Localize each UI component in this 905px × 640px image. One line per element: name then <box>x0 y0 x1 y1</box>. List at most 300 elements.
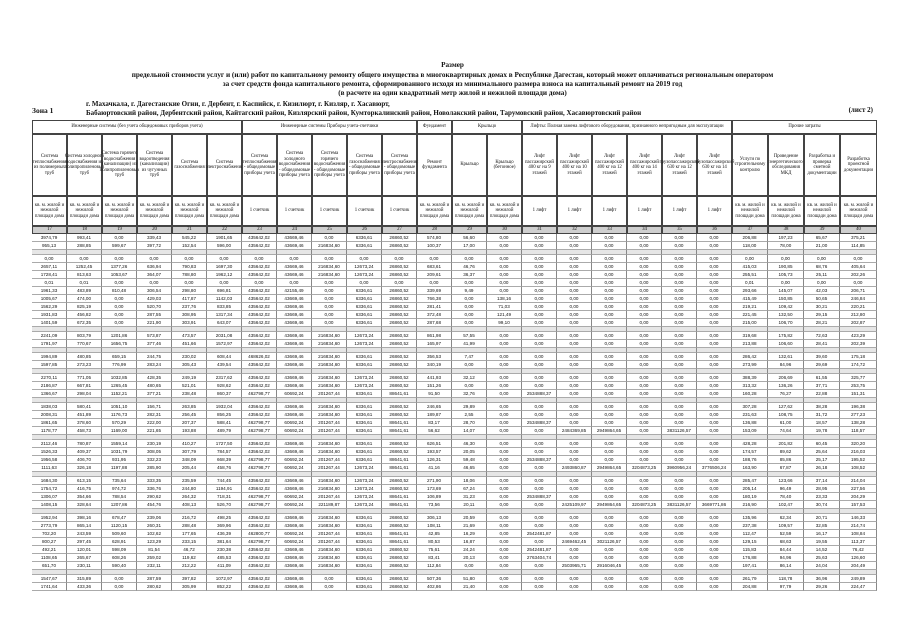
table-cell: 0,00 <box>592 403 627 411</box>
table-cell: 1956,58 <box>32 456 67 464</box>
unit-header: кв. м. жилой и нежилой площади дома <box>172 196 207 226</box>
table-cell: 0,00 <box>487 263 522 271</box>
table-cell: 0,00 <box>697 514 732 522</box>
table-cell: 42,03 <box>804 287 840 295</box>
table-cell: 0,00 <box>557 575 592 583</box>
table-cell: 283,24 <box>137 361 172 369</box>
table-cell: 3204873,25 <box>627 464 662 472</box>
table-cell: 0,00 <box>627 514 662 522</box>
table-cell: 0,00 <box>452 319 487 327</box>
table-cell: 0,00 <box>592 477 627 485</box>
table-cell: 0,00 <box>697 374 732 382</box>
table-cell: 454,76 <box>137 501 172 509</box>
table-cell: 244,75 <box>137 353 172 361</box>
table-cell: 43669,46 <box>277 546 312 554</box>
table-cell: 237,76 <box>172 303 207 311</box>
table-cell: 0,00 <box>662 353 697 361</box>
table-cell: 123,29 <box>137 538 172 546</box>
table-cell: 0,00 <box>627 353 662 361</box>
table-cell: 216834,60 <box>312 374 347 382</box>
table-cell: 0,00 <box>592 419 627 427</box>
table-cell: 43669,46 <box>277 295 312 303</box>
table-cell: 75,61 <box>417 546 452 554</box>
table-cell: 26860,52 <box>382 546 417 554</box>
table-cell: 0,00 <box>627 390 662 398</box>
table-cell: 43669,46 <box>277 303 312 311</box>
table-cell: 2112,46 <box>32 440 67 448</box>
table-cell: 0,00 <box>487 427 522 435</box>
table-cell: 0,00 <box>697 477 732 485</box>
table-cell: 313,32 <box>732 382 768 390</box>
table-cell: 50,65 <box>804 295 840 303</box>
table-cell: 293,66 <box>732 287 768 295</box>
table-cell: 216834,60 <box>312 514 347 522</box>
table-cell: 180,19 <box>732 493 768 501</box>
table-cell: 201267,44 <box>312 427 347 435</box>
table-cell: 204,49 <box>840 562 877 570</box>
table-cell: 0,00 <box>592 485 627 493</box>
table-cell: 206,71 <box>840 287 877 295</box>
table-cell: 0,00 <box>312 311 347 319</box>
table-cell: 436,39 <box>207 530 242 538</box>
table-cell: 26860,52 <box>382 287 417 295</box>
table-cell: 216834,60 <box>312 554 347 562</box>
table-cell: 0,00 <box>592 319 627 327</box>
table-cell: 2317,62 <box>207 374 242 382</box>
table-cell: 856,25 <box>207 411 242 419</box>
table-cell: 0,00 <box>662 562 697 570</box>
table-cell: 0,00 <box>627 440 662 448</box>
table-cell: 377,21 <box>137 390 172 398</box>
table-cell: 0,00 <box>840 279 877 287</box>
table-cell: 435642,02 <box>242 311 277 319</box>
table-cell: 435642,02 <box>242 332 277 340</box>
table-cell: 0,00 <box>662 530 697 538</box>
table-cell: 26860,52 <box>382 403 417 411</box>
table-cell: 6336,61 <box>347 411 382 419</box>
unit-header: кв. м. жилой и нежилой площади дома <box>732 196 768 226</box>
table-cell: 216834,60 <box>312 448 347 456</box>
table-cell: 0,00 <box>522 271 557 279</box>
table-cell: 219,21 <box>732 303 768 311</box>
table-cell: 91,50 <box>417 390 452 398</box>
table-cell: 83,41 <box>417 554 452 562</box>
table-cell: 0,00 <box>522 403 557 411</box>
table-cell: 0,00 <box>242 255 277 263</box>
table-cell: 216834,60 <box>312 485 347 493</box>
table-cell: 43669,46 <box>277 554 312 562</box>
table-cell: 574,80 <box>417 234 452 242</box>
table-cell: 43669,46 <box>277 374 312 382</box>
table-cell: 26860,52 <box>382 271 417 279</box>
table-cell: 26860,52 <box>382 340 417 348</box>
table-cell: 771,05 <box>67 374 102 382</box>
table-cell: 109,42 <box>768 303 804 311</box>
table-cell: 0,00 <box>487 340 522 348</box>
table-cell: 462798,77 <box>242 501 277 509</box>
table-cell: 81,54 <box>137 546 172 554</box>
table-cell: 214,74 <box>840 522 877 530</box>
table-cell: 106,89 <box>417 493 452 501</box>
table-cell: 0,00 <box>592 279 627 287</box>
table-cell: 0,00 <box>522 522 557 530</box>
table-row <box>32 546 877 554</box>
table-row <box>32 295 877 303</box>
table-cell: 97,79 <box>768 583 804 591</box>
table-cell: 36,37 <box>452 271 487 279</box>
table-cell: 202,26 <box>840 271 877 279</box>
table-cell: 0,00 <box>522 303 557 311</box>
table-cell: 462798,77 <box>242 493 277 501</box>
table-row <box>32 464 877 472</box>
table-cell: 0,00 <box>557 295 592 303</box>
table-cell: 38,28 <box>804 403 840 411</box>
table-cell: 0,00 <box>487 485 522 493</box>
table-cell: 3776506,24 <box>697 464 732 472</box>
table-cell: 20,05 <box>452 448 487 456</box>
table-cell: 0,00 <box>592 390 627 398</box>
table-cell: 202,39 <box>840 340 877 348</box>
table-cell: 46,72 <box>172 546 207 554</box>
table-cell: 6336,61 <box>347 303 382 311</box>
doc-subtitle-1: предельной стоимости услуг и (или) работ по капитальному ремонту общего имущества в многоквартирных домах в Республике Дагестан, который может оплачиваться региональным оператором <box>131 71 774 79</box>
table-cell: 118,00 <box>732 242 768 250</box>
table-cell: 462798,77 <box>242 456 277 464</box>
table-cell: 46,30 <box>452 440 487 448</box>
table-cell: 205,14 <box>732 485 768 493</box>
table-cell: 0,00 <box>627 295 662 303</box>
table-cell: 0,00 <box>557 485 592 493</box>
column-number: 28 <box>417 226 452 234</box>
cities-line-2: Бабаюртовский район, Дербентский район, Кайтагский район, Кизлярский район, Кумторкалинский район, Новолакский район, Тарумовский район, Хасавюртовский район <box>86 108 642 117</box>
column-header: Система электроснабжения - общедомовые приборы учета <box>382 134 417 196</box>
table-cell: 340,19 <box>417 361 452 369</box>
table-cell: 0,00 <box>627 279 662 287</box>
table-cell: 113,37 <box>840 538 877 546</box>
table-cell: 0,00 <box>592 255 627 263</box>
unit-header: 1 счетчик <box>382 196 417 226</box>
table-cell: 26860,52 <box>382 361 417 369</box>
table-cell: 80,53 <box>417 538 452 546</box>
table-cell: 0,00 <box>627 340 662 348</box>
table-cell: 20,59 <box>452 514 487 522</box>
table-cell: 1684,30 <box>32 477 67 485</box>
table-cell: 201267,44 <box>312 493 347 501</box>
table-cell: 0,00 <box>557 530 592 538</box>
table-cell: 22,88 <box>804 390 840 398</box>
table-cell: 160,28 <box>732 390 768 398</box>
table-cell: 152,54 <box>172 242 207 250</box>
column-number: 39 <box>804 226 840 234</box>
table-cell: 224,47 <box>840 583 877 591</box>
table-cell: 26860,52 <box>382 242 417 250</box>
table-cell: 12673,24 <box>347 340 382 348</box>
column-header: Проведение энергетического обследования МКД <box>768 134 804 196</box>
table-cell: 0,00 <box>522 514 557 522</box>
table-cell: 435642,02 <box>242 295 277 303</box>
table-cell: 126,60 <box>840 554 877 562</box>
table-cell: 1178,77 <box>32 427 67 435</box>
table-row <box>32 263 877 271</box>
table-cell: 0,00 <box>662 271 697 279</box>
table-cell: 287,68 <box>417 319 452 327</box>
table-cell: 0,00 <box>522 255 557 263</box>
table-cell: 126,31 <box>417 456 452 464</box>
table-cell: 43669,46 <box>277 311 312 319</box>
table-cell: 201267,44 <box>312 538 347 546</box>
table-cell: 0,00 <box>697 448 732 456</box>
table-cell: 277,23 <box>840 411 877 419</box>
table-cell: 118,78 <box>768 575 804 583</box>
table-cell: 1901,65 <box>207 234 242 242</box>
table-cell: 0,00 <box>627 554 662 562</box>
unit-header: 1 лифт <box>662 196 697 226</box>
table-cell: 197,23 <box>768 234 804 242</box>
table-cell: 0,00 <box>627 361 662 369</box>
table-cell: 14,52 <box>804 546 840 554</box>
table-cell: 3831126,57 <box>662 501 697 509</box>
table-cell: 0,00 <box>592 374 627 382</box>
column-header: Лифт пассажирский 400 кг на 10 этажей <box>557 134 592 196</box>
doc-subtitle-2: за счет средств фонда капитального ремонта, сформированного исходя из минимального размера взноса на капитальный ремонт на 2019 год <box>222 80 683 88</box>
table-cell: 2949864,65 <box>592 464 627 472</box>
table-cell: 325,77 <box>840 374 877 382</box>
table-cell: 628,91 <box>102 538 137 546</box>
table-cell: 0,00 <box>697 353 732 361</box>
table-cell: 39,60 <box>804 353 840 361</box>
table-cell: 108,11 <box>417 522 452 530</box>
table-cell: 0,00 <box>172 255 207 263</box>
table-cell: 136,88 <box>732 419 768 427</box>
table-cell: 177,65 <box>172 530 207 538</box>
table-unit-header <box>32 196 877 226</box>
table-cell: 651,70 <box>32 562 67 570</box>
table-cell: 813,63 <box>67 271 102 279</box>
table-cell: 0,00 <box>697 546 732 554</box>
table-cell: 271,90 <box>417 477 452 485</box>
table-cell: 1597,85 <box>32 361 67 369</box>
table-row <box>32 361 877 369</box>
table-cell: 435642,02 <box>242 263 277 271</box>
table-cell: 109,57 <box>768 522 804 530</box>
table-cell: 0,00 <box>487 448 522 456</box>
table-cell: 788,54 <box>102 493 137 501</box>
table-cell: 12673,24 <box>347 493 382 501</box>
table-cell: 0,00 <box>627 562 662 570</box>
table-cell: 214,04 <box>840 477 877 485</box>
column-header: Разработка и проверка сметной документации <box>804 134 840 196</box>
table-cell: 2425109,97 <box>557 501 592 509</box>
table-cell: 308,05 <box>137 448 172 456</box>
table-cell: 89,62 <box>768 448 804 456</box>
table-cell: 1728,41 <box>32 271 67 279</box>
table-cell: 43669,46 <box>277 353 312 361</box>
table-cell: 0,00 <box>557 554 592 562</box>
table-cell: 30,21 <box>804 303 840 311</box>
table-cell: 659,15 <box>102 353 137 361</box>
column-header: Система электроснабжения <box>207 134 242 196</box>
table-cell: 94,96 <box>768 554 804 562</box>
table-cell: 233,15 <box>172 538 207 546</box>
table-cell: 0,00 <box>627 583 662 591</box>
table-cell: 2,55 <box>452 411 487 419</box>
table-cell: 216,03 <box>840 448 877 456</box>
sheet-number: (лист 2) <box>848 106 873 114</box>
table-cell: 0,00 <box>557 448 592 456</box>
table-cell: 56,60 <box>452 234 487 242</box>
table-cell: 51,80 <box>452 575 487 583</box>
table-cell: 188,76 <box>732 456 768 464</box>
table-cell: 0,00 <box>662 255 697 263</box>
column-number: 36 <box>697 226 732 234</box>
table-cell: 6336,61 <box>347 575 382 583</box>
table-cell: 26860,52 <box>382 303 417 311</box>
table-cell: 6336,61 <box>347 361 382 369</box>
table-cell: 0,00 <box>592 456 627 464</box>
table-cell: 0,00 <box>557 382 592 390</box>
unit-header: кв. м. жилой и нежилой площади дома <box>137 196 172 226</box>
table-cell: 29,15 <box>804 311 840 319</box>
table-cell: 0,00 <box>452 361 487 369</box>
table-cell: 18,57 <box>804 419 840 427</box>
table-cell: 435642,02 <box>242 382 277 390</box>
table-cell: 86,14 <box>768 562 804 570</box>
table-cell: 0,00 <box>522 382 557 390</box>
table-cell: 0,00 <box>557 546 592 554</box>
table-cell: 0,00 <box>662 554 697 562</box>
table-cell: 398,16 <box>67 514 102 522</box>
table-cell: 0,00 <box>557 374 592 382</box>
column-header: Система холодного водоснабжения из полипропиленовых труб <box>67 134 102 196</box>
table-cell: 31,72 <box>804 411 840 419</box>
table-cell: 28,41 <box>804 340 840 348</box>
table-cell: 201267,44 <box>312 390 347 398</box>
table-cell: 43669,46 <box>277 411 312 419</box>
table-cell: 0,01 <box>32 279 67 287</box>
table-cell: 261,79 <box>732 575 768 583</box>
table-cell: 372,48 <box>417 311 452 319</box>
column-header: Система холодного водоснабжения - общедомовые приборы учета <box>277 134 312 196</box>
table-cell: 0,00 <box>67 255 102 263</box>
table-cell: 2008,31 <box>32 411 67 419</box>
table-cell: 433,36 <box>67 583 102 591</box>
table-cell: 221189,87 <box>312 501 347 509</box>
table-cell: 0,00 <box>592 295 627 303</box>
unit-header: кв. м. жилой и нежилой площади дома <box>417 196 452 226</box>
table-cell: 0,00 <box>662 411 697 419</box>
table-cell: 0,00 <box>697 234 732 242</box>
table-cell: 12673,24 <box>347 464 382 472</box>
table-row <box>32 311 877 319</box>
table-cell: 2916046,45 <box>592 562 627 570</box>
table-cell: 32,76 <box>452 390 487 398</box>
table-row <box>32 374 877 382</box>
table-cell: 0,00 <box>662 303 697 311</box>
table-cell: 570,29 <box>102 419 137 427</box>
unit-header: кв. м. жилой и нежилой площади дома <box>452 196 487 226</box>
table-cell: 46,76 <box>452 263 487 271</box>
table-cell: 78,40 <box>768 493 804 501</box>
table-cell: 0,00 <box>487 411 522 419</box>
table-cell: 0,00 <box>662 319 697 327</box>
table-cell: 108,84 <box>840 530 877 538</box>
table-cell: 0,00 <box>557 234 592 242</box>
table-cell: 803,79 <box>67 332 102 340</box>
table-cell: 129,15 <box>732 538 768 546</box>
table-cell: 428,35 <box>137 374 172 382</box>
table-cell: 2657,11 <box>32 263 67 271</box>
table-cell: 43669,46 <box>277 562 312 570</box>
table-cell: 364,07 <box>137 271 172 279</box>
table-cell: 108,75 <box>768 411 804 419</box>
table-cell: 974,72 <box>102 485 137 493</box>
table-cell: 68,76 <box>804 263 840 271</box>
table-cell: 613,15 <box>67 477 102 485</box>
table-cell: 9,49 <box>452 287 487 295</box>
table-cell: 377,46 <box>137 340 172 348</box>
table-cell: 305,99 <box>172 583 207 591</box>
table-cell: 320,20 <box>840 440 877 448</box>
table-cell: 0,00 <box>697 485 732 493</box>
column-number: 38 <box>768 226 804 234</box>
table-cell: 435642,02 <box>242 403 277 411</box>
table-cell: 1401,59 <box>32 319 67 327</box>
table-cell: 608,44 <box>207 353 242 361</box>
table-cell: 0,00 <box>592 287 627 295</box>
table-cell: 119,62 <box>172 554 207 562</box>
table-cell: 288,85 <box>67 242 102 250</box>
table-cell: 0,00 <box>522 477 557 485</box>
table-cell: 0,00 <box>487 234 522 242</box>
column-number: 24 <box>277 226 312 234</box>
table-cell: 287,55 <box>137 311 172 319</box>
table-cell: 196,38 <box>840 403 877 411</box>
table-cell: 1152,21 <box>102 390 137 398</box>
table-cell: 57,55 <box>452 332 487 340</box>
table-cell: 0,00 <box>557 477 592 485</box>
table-cell: 6336,61 <box>347 554 382 562</box>
table-cell: 0,00 <box>662 493 697 501</box>
table-cell: 0,00 <box>662 440 697 448</box>
table-cell: 599,67 <box>102 242 137 250</box>
table-cell: 356,53 <box>417 353 452 361</box>
table-cell: 0,00 <box>697 411 732 419</box>
table-cell: 417,87 <box>172 295 207 303</box>
table-cell: 0,00 <box>557 311 592 319</box>
table-cell: 0,00 <box>487 419 522 427</box>
table-cell: 24,04 <box>804 562 840 570</box>
table-cell: 28,95 <box>804 485 840 493</box>
table-cell: 852,22 <box>207 583 242 591</box>
unit-header: кв. м. жилой и нежилой площади дома <box>32 196 67 226</box>
table-row <box>32 530 877 538</box>
table-cell: 43669,46 <box>277 477 312 485</box>
table-cell: 2542481,87 <box>522 530 557 538</box>
table-cell: 273,23 <box>67 361 102 369</box>
table-cell: 12673,24 <box>347 485 382 493</box>
table-cell: 43669,46 <box>277 361 312 369</box>
table-cell: 153,09 <box>732 427 768 435</box>
group-header-elevators: Лифты: Полная замена лифтового оборудования, признанного непригодным для эксплуатации <box>522 120 732 134</box>
table-cell: 0,00 <box>697 303 732 311</box>
table-cell: 150,85 <box>768 295 804 303</box>
table-cell: 0,00 <box>627 255 662 263</box>
table-row <box>32 448 877 456</box>
table-cell: 0,00 <box>557 411 592 419</box>
table-cell: 6336,61 <box>347 427 382 435</box>
group-header-foundation: Фундамент <box>417 120 452 134</box>
table-cell: 1072,97 <box>207 575 242 583</box>
